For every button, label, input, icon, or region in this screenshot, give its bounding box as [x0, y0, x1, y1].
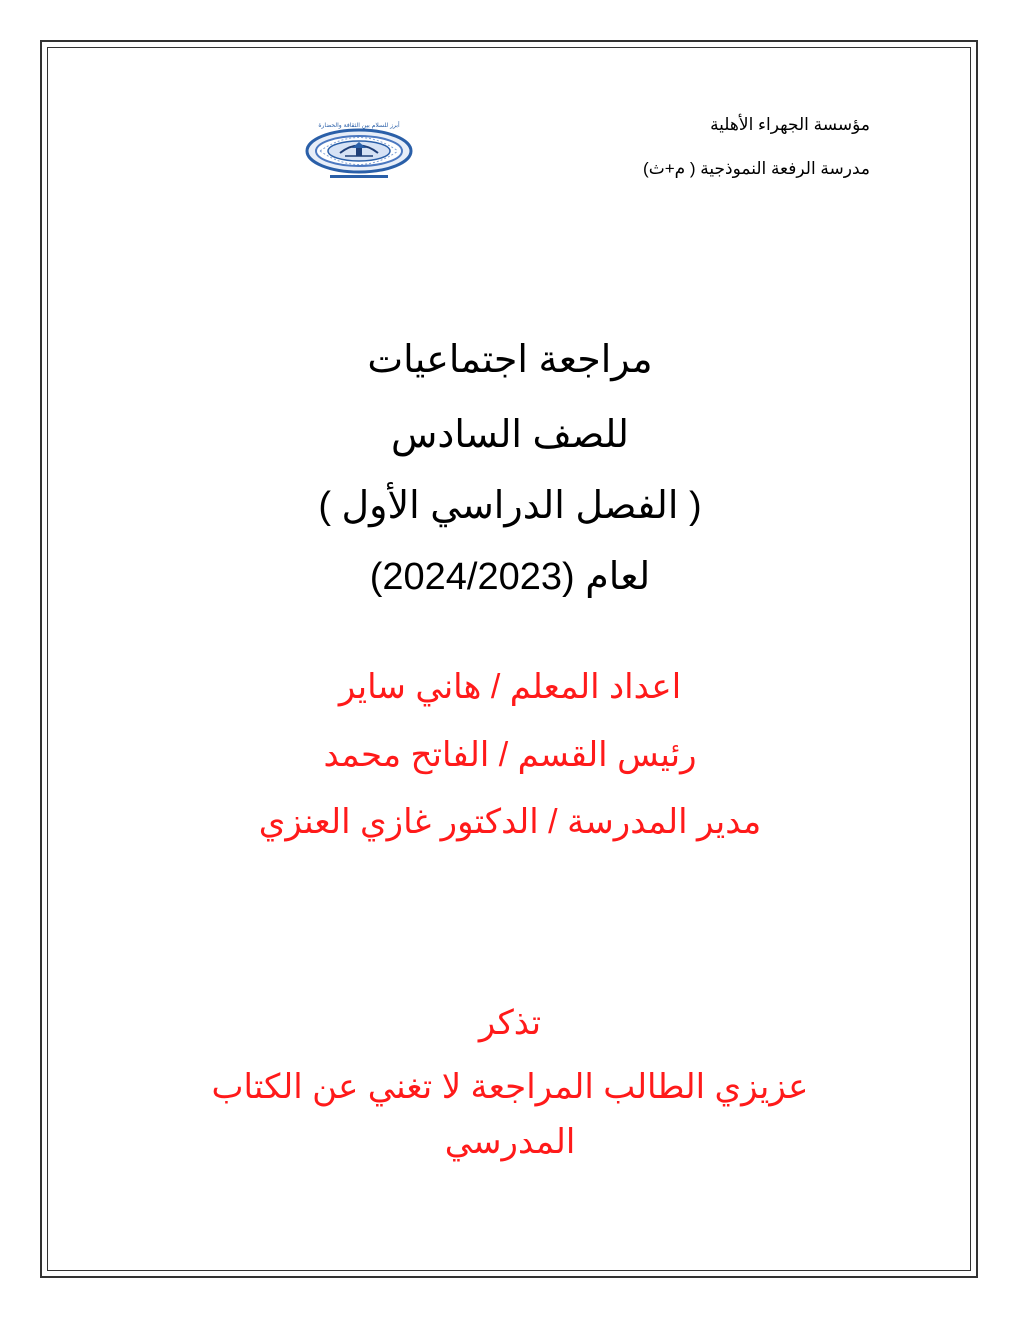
header-school-info	[643, 116, 870, 177]
teacher-credit: اعداد المعلم / هاني ساير	[338, 668, 682, 706]
reminder-line-1: عزيزي الطالب المراجعة لا تغني عن الكتاب	[211, 1068, 809, 1106]
reminder-heading: تذكر	[478, 1004, 542, 1042]
grade-title: للصف السادس	[391, 414, 629, 456]
school-name: مدرسة الرفعة النموذجية ( م+ث)	[643, 159, 870, 178]
principal-credit: مدير المدرسة / الدكتور غازي العنزي	[258, 803, 762, 841]
logo-caption: أبرز للسلام بين الثقافة والحضارة	[318, 122, 400, 129]
year-title: لعام (2024/2023)	[369, 556, 651, 598]
term-title: ( الفصل الدراسي الأول )	[318, 485, 702, 527]
review-subject-title: مراجعة اجتماعيات	[367, 339, 653, 381]
institution-name: مؤسسة الجهراء الأهلية	[710, 115, 870, 134]
department-head-credit: رئيس القسم / الفاتح محمد	[323, 736, 697, 774]
school-crest-logo-icon	[300, 118, 418, 180]
reminder-line-2: المدرسي	[444, 1123, 576, 1161]
